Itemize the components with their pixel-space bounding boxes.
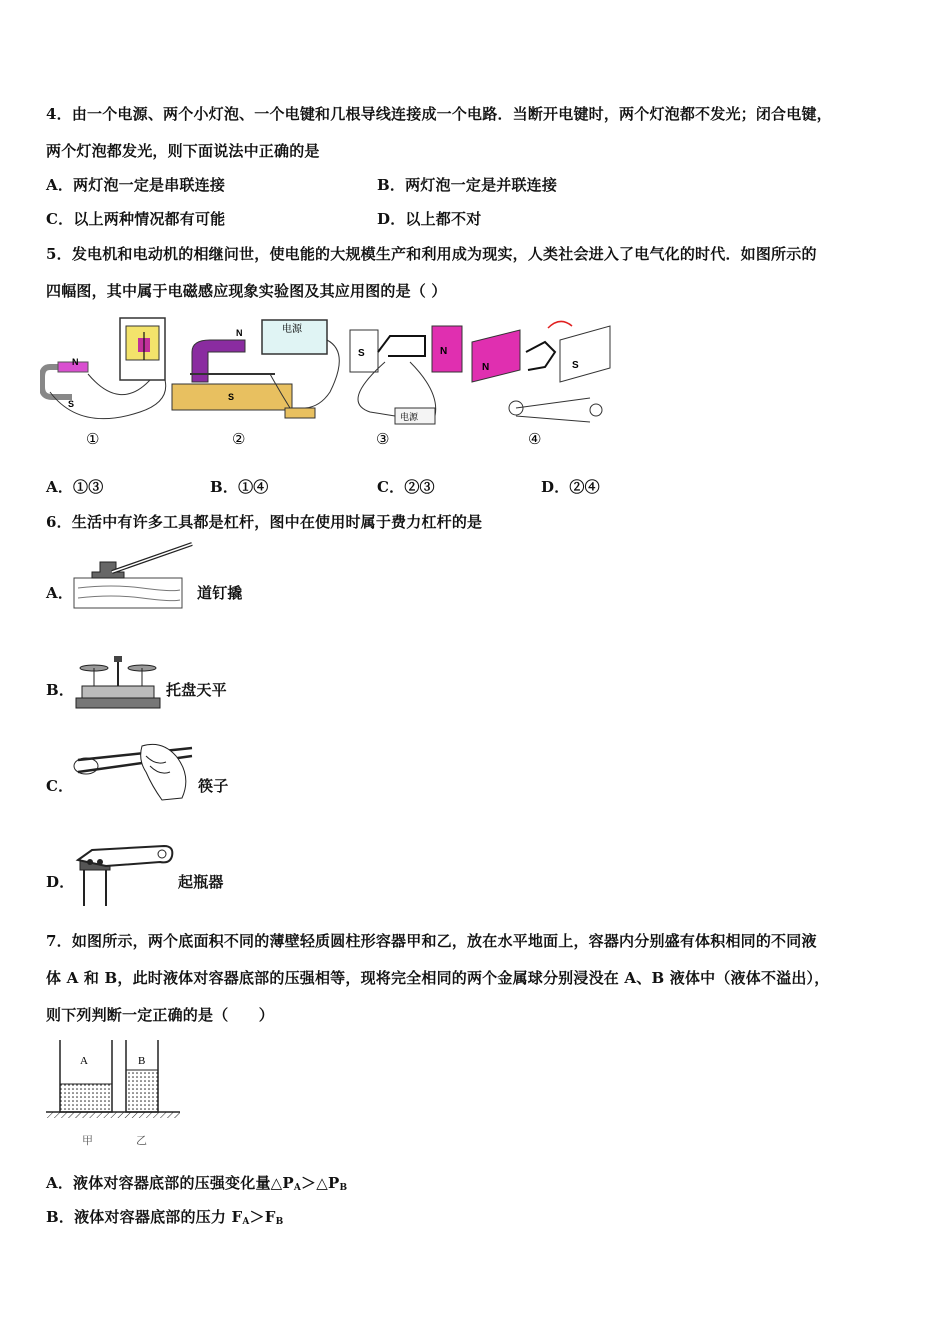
- rail-spike-puller-image: [72, 540, 197, 615]
- container-jia-label: 甲: [82, 1134, 93, 1147]
- fig4-s-label: S: [572, 360, 579, 371]
- container-yi-label: 乙: [136, 1134, 147, 1147]
- q7-option-b: B．液体对容器底部的压力 $F_A>F_B$: [46, 1208, 284, 1227]
- fig3-n-label: N: [440, 346, 448, 357]
- q6-option-a-letter: A．: [46, 584, 74, 602]
- q5-stem-line2: 四幅图，其中属于电磁感应现象实验图及其应用图的是（ ）: [46, 282, 447, 300]
- q5-figures: [40, 312, 630, 452]
- q5-stem-line1: 5．发电机和电动机的相继问世，使电能的大规模生产和利用成为现实，人类社会进入了电气化的时代．如图所示的: [46, 245, 817, 263]
- fig4-n-label: N: [482, 362, 490, 373]
- figure-3-motor-principle: [350, 326, 462, 424]
- q4-stem-line2: 两个灯泡都发光，则下面说法中正确的是: [46, 142, 320, 160]
- q7-stem-line2: 体 A 和 B，此时液体对容器底部的压强相等，现将完全相同的两个金属球分别浸没在 A、B 液体中（液体不溢出），: [46, 969, 830, 987]
- chopsticks-image: [72, 736, 197, 806]
- q6-option-b-letter: B．: [46, 681, 75, 699]
- figure-1-label: ①: [86, 431, 100, 448]
- figure-3-label: ③: [376, 431, 390, 448]
- q6-option-d-name: 起瓶器: [178, 873, 224, 891]
- figure-4-label: ④: [528, 431, 542, 448]
- tray-balance-image: [74, 652, 164, 710]
- figure-2-label: ②: [232, 431, 246, 448]
- q6-option-c-letter: C．: [46, 777, 74, 795]
- bottle-opener-image: [72, 838, 177, 906]
- q5-option-c: C．②③: [377, 478, 435, 496]
- q6-stem: 6．生活中有许多工具都是杠杆，图中在使用时属于费力杠杆的是: [46, 513, 483, 531]
- q5-option-b: B．①④: [210, 478, 269, 496]
- liquid-a-label: A: [80, 1055, 88, 1067]
- liquid-b-label: B: [138, 1055, 146, 1067]
- q4-option-c: C．以上两种情况都有可能: [46, 210, 226, 228]
- fig1-s-label: S: [68, 399, 75, 409]
- q7-container-figure: [44, 1036, 184, 1148]
- q6-option-b-name: 托盘天平: [166, 681, 227, 699]
- q7-stem-line3: 则下列判断一定正确的是（ ）: [46, 1006, 275, 1024]
- q6-option-a-name: 道钉撬: [197, 584, 243, 602]
- q7-option-a: A．液体对容器底部的压强变化量$\triangle P_A>\triangle P_B$: [46, 1174, 348, 1193]
- fig3-s-label: S: [358, 348, 365, 359]
- figure-4-generator: [472, 321, 610, 422]
- q4-stem-line1: 4．由一个电源、两个小灯泡、一个电键和几根导线连接成一个电路．当断开电键时，两个灯泡都不发光；闭合电键，: [46, 105, 832, 123]
- q6-option-d-letter: D．: [46, 873, 75, 891]
- figure-1-generator-experiment: [42, 318, 166, 419]
- q4-option-d: D．以上都不对: [377, 210, 482, 228]
- fig2-power-label: 电源: [282, 324, 302, 335]
- q5-option-a: A．①③: [46, 478, 104, 496]
- fig2-n-label: N: [236, 328, 243, 338]
- fig1-n-label: N: [72, 357, 79, 367]
- q4-option-b: B．两灯泡一定是并联连接: [377, 176, 558, 194]
- q6-option-c-name: 筷子: [198, 777, 229, 795]
- fig3-power-label: 电源: [400, 412, 419, 422]
- figure-2-motor-experiment: [172, 320, 339, 418]
- q7-stem-line1: 7．如图所示，两个底面积不同的薄壁轻质圆柱形容器甲和乙，放在水平地面上，容器内分别盛有体积相同的不同液: [46, 932, 817, 950]
- q4-option-a: A．两灯泡一定是串联连接: [46, 176, 226, 194]
- fig2-s-label: S: [228, 392, 235, 402]
- q5-option-d: D．②④: [541, 478, 600, 496]
